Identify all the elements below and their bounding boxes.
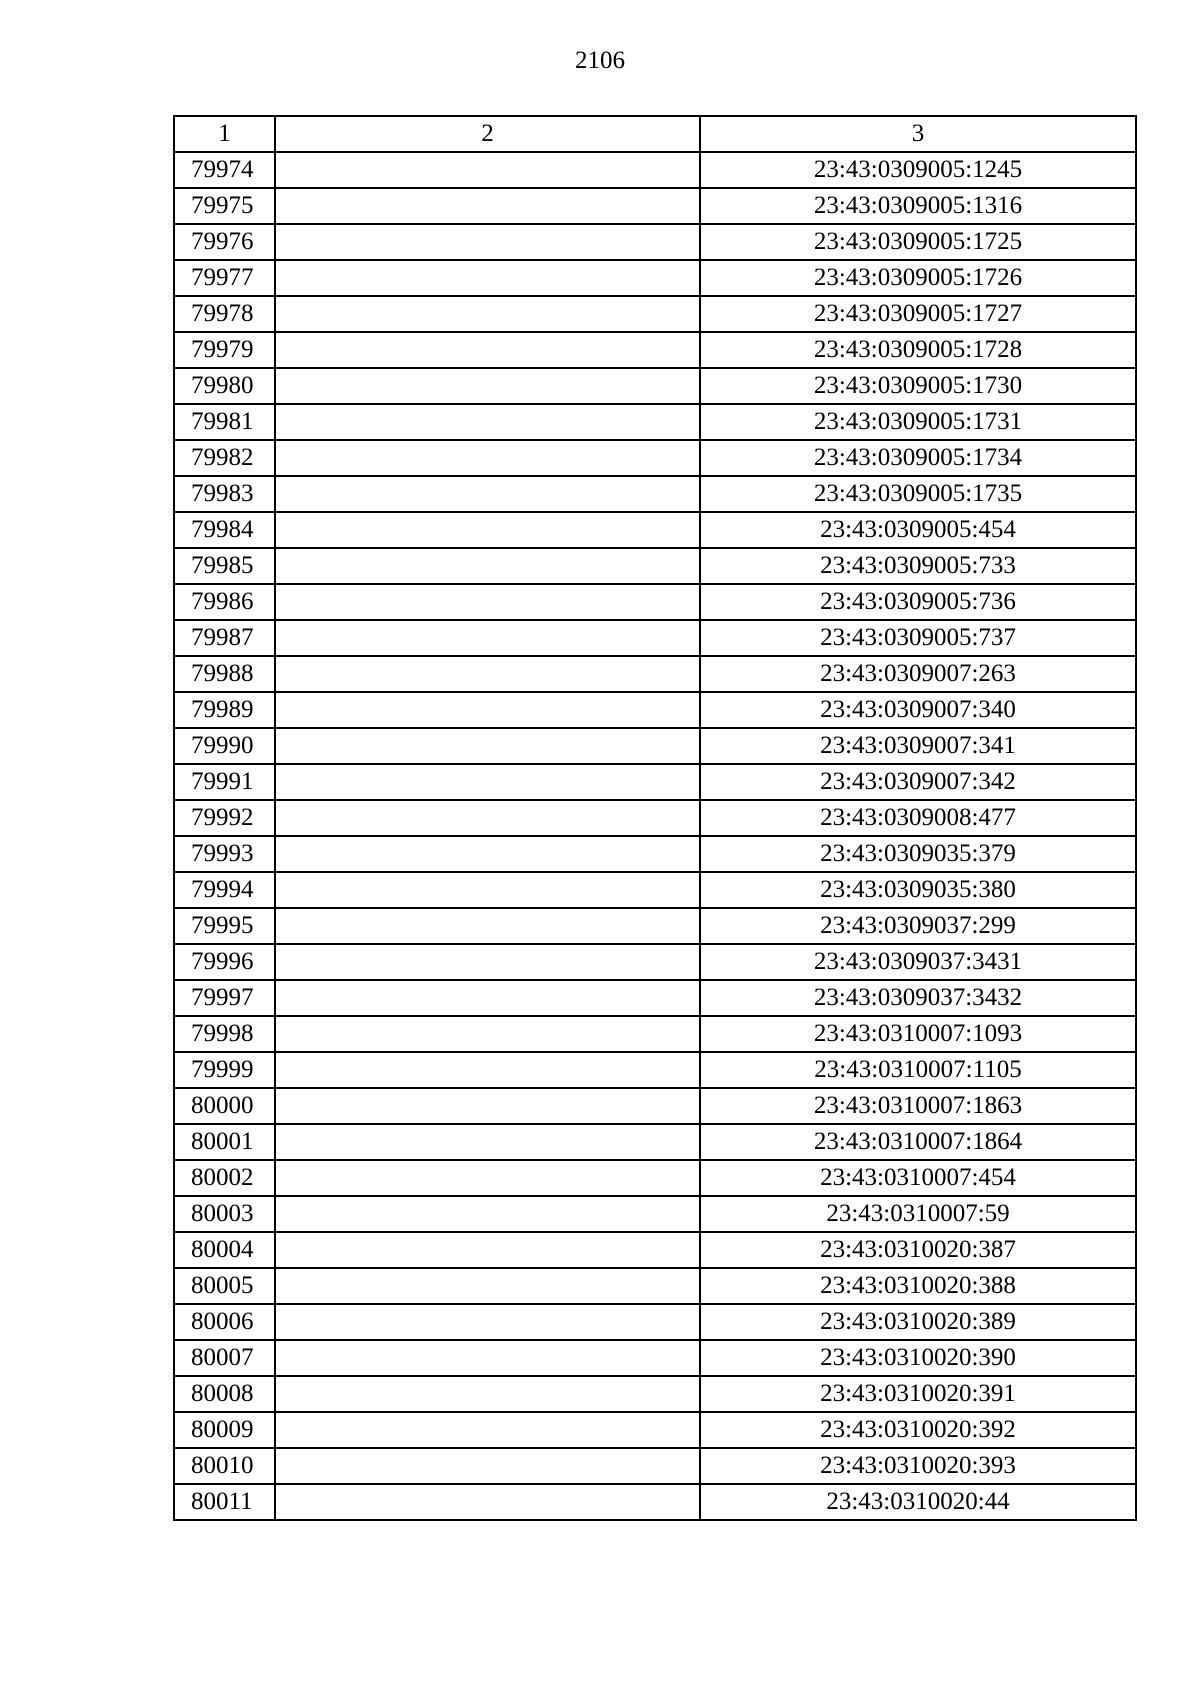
description-cell <box>275 1268 700 1304</box>
table-row <box>174 692 1136 728</box>
cadastral-table <box>173 115 1137 1521</box>
table-row <box>174 728 1136 764</box>
description-cell <box>275 908 700 944</box>
cadastral-number-cell: 23:43:0310007:1093 <box>700 1016 1136 1052</box>
cadastral-number-cell: 23:43:0310020:390 <box>700 1340 1136 1376</box>
row-number-cell: 79981 <box>174 404 275 440</box>
table-row <box>174 1484 1136 1520</box>
row-number-cell: 79975 <box>174 188 275 224</box>
description-cell <box>275 512 700 548</box>
cadastral-number-cell: 23:43:0309005:1725 <box>700 224 1136 260</box>
table-row <box>174 1160 1136 1196</box>
row-number-cell: 80001 <box>174 1124 275 1160</box>
cadastral-number-cell: 23:43:0309007:263 <box>700 656 1136 692</box>
row-number-cell: 79984 <box>174 512 275 548</box>
table-row <box>174 908 1136 944</box>
description-cell <box>275 1304 700 1340</box>
table-row <box>174 980 1136 1016</box>
header-row <box>174 116 1136 152</box>
cadastral-number-cell: 23:43:0309005:1727 <box>700 296 1136 332</box>
cadastral-number-cell: 23:43:0309007:342 <box>700 764 1136 800</box>
table-row <box>174 1016 1136 1052</box>
cadastral-number-cell: 23:43:0310020:389 <box>700 1304 1136 1340</box>
table-row <box>174 188 1136 224</box>
description-cell <box>275 764 700 800</box>
description-cell <box>275 1052 700 1088</box>
description-cell <box>275 872 700 908</box>
description-cell <box>275 944 700 980</box>
cadastral-number-cell: 23:43:0309005:1731 <box>700 404 1136 440</box>
cadastral-number-cell: 23:43:0310020:387 <box>700 1232 1136 1268</box>
description-cell <box>275 1016 700 1052</box>
cadastral-number-cell: 23:43:0309005:454 <box>700 512 1136 548</box>
row-number-cell: 79995 <box>174 908 275 944</box>
cadastral-number-cell: 23:43:0309007:340 <box>700 692 1136 728</box>
row-number-cell: 79977 <box>174 260 275 296</box>
column-header-3: 3 <box>700 116 1136 152</box>
cadastral-number-cell: 23:43:0309035:379 <box>700 836 1136 872</box>
table-row <box>174 260 1136 296</box>
description-cell <box>275 1196 700 1232</box>
cadastral-number-cell: 23:43:0309037:3431 <box>700 944 1136 980</box>
row-number-cell: 79983 <box>174 476 275 512</box>
description-cell <box>275 548 700 584</box>
row-number-cell: 79976 <box>174 224 275 260</box>
cadastral-number-cell: 23:43:0310007:1105 <box>700 1052 1136 1088</box>
cadastral-number-cell: 23:43:0310007:1864 <box>700 1124 1136 1160</box>
cadastral-number-cell: 23:43:0309005:1730 <box>700 368 1136 404</box>
cadastral-number-cell: 23:43:0309005:737 <box>700 620 1136 656</box>
description-cell <box>275 476 700 512</box>
description-cell <box>275 1124 700 1160</box>
description-cell <box>275 440 700 476</box>
column-header-2: 2 <box>275 116 700 152</box>
row-number-cell: 80011 <box>174 1484 275 1520</box>
cadastral-number-cell: 23:43:0310020:392 <box>700 1412 1136 1448</box>
row-number-cell: 79997 <box>174 980 275 1016</box>
row-number-cell: 79980 <box>174 368 275 404</box>
description-cell <box>275 296 700 332</box>
table-row <box>174 404 1136 440</box>
table-row <box>174 1304 1136 1340</box>
table-row <box>174 1448 1136 1484</box>
description-cell <box>275 836 700 872</box>
description-cell <box>275 1232 700 1268</box>
table-row <box>174 764 1136 800</box>
row-number-cell: 80010 <box>174 1448 275 1484</box>
table-row <box>174 836 1136 872</box>
cadastral-number-cell: 23:43:0310007:59 <box>700 1196 1136 1232</box>
description-cell <box>275 404 700 440</box>
table-row <box>174 656 1136 692</box>
row-number-cell: 79994 <box>174 872 275 908</box>
description-cell <box>275 368 700 404</box>
description-cell <box>275 1448 700 1484</box>
row-number-cell: 79993 <box>174 836 275 872</box>
cadastral-number-cell: 23:43:0309008:477 <box>700 800 1136 836</box>
description-cell <box>275 620 700 656</box>
table-row <box>174 224 1136 260</box>
table-row <box>174 620 1136 656</box>
table-row <box>174 512 1136 548</box>
description-cell <box>275 1160 700 1196</box>
table-row <box>174 1340 1136 1376</box>
page-number: 2106 <box>575 47 625 74</box>
table-row <box>174 548 1136 584</box>
row-number-cell: 79991 <box>174 764 275 800</box>
cadastral-number-cell: 23:43:0309005:1726 <box>700 260 1136 296</box>
description-cell <box>275 728 700 764</box>
table-body <box>174 152 1136 1520</box>
cadastral-number-cell: 23:43:0310007:1863 <box>700 1088 1136 1124</box>
cadastral-number-cell: 23:43:0309005:1728 <box>700 332 1136 368</box>
row-number-cell: 80000 <box>174 1088 275 1124</box>
table-row <box>174 1052 1136 1088</box>
cadastral-number-cell: 23:43:0309005:1316 <box>700 188 1136 224</box>
description-cell <box>275 800 700 836</box>
table-row <box>174 1124 1136 1160</box>
cadastral-number-cell: 23:43:0310020:391 <box>700 1376 1136 1412</box>
cadastral-number-cell: 23:43:0309035:380 <box>700 872 1136 908</box>
row-number-cell: 79979 <box>174 332 275 368</box>
table-row <box>174 1196 1136 1232</box>
row-number-cell: 80005 <box>174 1268 275 1304</box>
row-number-cell: 79988 <box>174 656 275 692</box>
row-number-cell: 79992 <box>174 800 275 836</box>
description-cell <box>275 224 700 260</box>
description-cell <box>275 260 700 296</box>
row-number-cell: 79982 <box>174 440 275 476</box>
cadastral-number-cell: 23:43:0309037:299 <box>700 908 1136 944</box>
column-header-1: 1 <box>174 116 275 152</box>
row-number-cell: 79974 <box>174 152 275 188</box>
cadastral-number-cell: 23:43:0309037:3432 <box>700 980 1136 1016</box>
row-number-cell: 79999 <box>174 1052 275 1088</box>
row-number-cell: 80008 <box>174 1376 275 1412</box>
description-cell <box>275 1484 700 1520</box>
table-row <box>174 800 1136 836</box>
description-cell <box>275 656 700 692</box>
table-row <box>174 584 1136 620</box>
table-row <box>174 296 1136 332</box>
row-number-cell: 80002 <box>174 1160 275 1196</box>
table-row <box>174 1268 1136 1304</box>
cadastral-number-cell: 23:43:0309005:1735 <box>700 476 1136 512</box>
table-row <box>174 152 1136 188</box>
row-number-cell: 80007 <box>174 1340 275 1376</box>
cadastral-number-cell: 23:43:0309005:1734 <box>700 440 1136 476</box>
description-cell <box>275 1412 700 1448</box>
row-number-cell: 79989 <box>174 692 275 728</box>
table-row <box>174 440 1136 476</box>
table-row <box>174 368 1136 404</box>
row-number-cell: 79986 <box>174 584 275 620</box>
row-number-cell: 80009 <box>174 1412 275 1448</box>
row-number-cell: 79978 <box>174 296 275 332</box>
description-cell <box>275 1088 700 1124</box>
table-row <box>174 872 1136 908</box>
description-cell <box>275 692 700 728</box>
description-cell <box>275 1340 700 1376</box>
row-number-cell: 80003 <box>174 1196 275 1232</box>
cadastral-number-cell: 23:43:0309005:1245 <box>700 152 1136 188</box>
table-row <box>174 1376 1136 1412</box>
table-row <box>174 1232 1136 1268</box>
cadastral-number-cell: 23:43:0309005:733 <box>700 548 1136 584</box>
description-cell <box>275 188 700 224</box>
row-number-cell: 80004 <box>174 1232 275 1268</box>
table-row <box>174 1088 1136 1124</box>
description-cell <box>275 332 700 368</box>
cadastral-number-cell: 23:43:0310020:388 <box>700 1268 1136 1304</box>
description-cell <box>275 1376 700 1412</box>
row-number-cell: 79987 <box>174 620 275 656</box>
row-number-cell: 79996 <box>174 944 275 980</box>
cadastral-number-cell: 23:43:0309007:341 <box>700 728 1136 764</box>
description-cell <box>275 584 700 620</box>
description-cell <box>275 152 700 188</box>
row-number-cell: 79998 <box>174 1016 275 1052</box>
row-number-cell: 79990 <box>174 728 275 764</box>
row-number-cell: 80006 <box>174 1304 275 1340</box>
description-cell <box>275 980 700 1016</box>
row-number-cell: 79985 <box>174 548 275 584</box>
cadastral-number-cell: 23:43:0310007:454 <box>700 1160 1136 1196</box>
cadastral-number-cell: 23:43:0310020:393 <box>700 1448 1136 1484</box>
table-row <box>174 1412 1136 1448</box>
table-row <box>174 332 1136 368</box>
cadastral-number-cell: 23:43:0309005:736 <box>700 584 1136 620</box>
table-row <box>174 476 1136 512</box>
table-row <box>174 944 1136 980</box>
cadastral-number-cell: 23:43:0310020:44 <box>700 1484 1136 1520</box>
